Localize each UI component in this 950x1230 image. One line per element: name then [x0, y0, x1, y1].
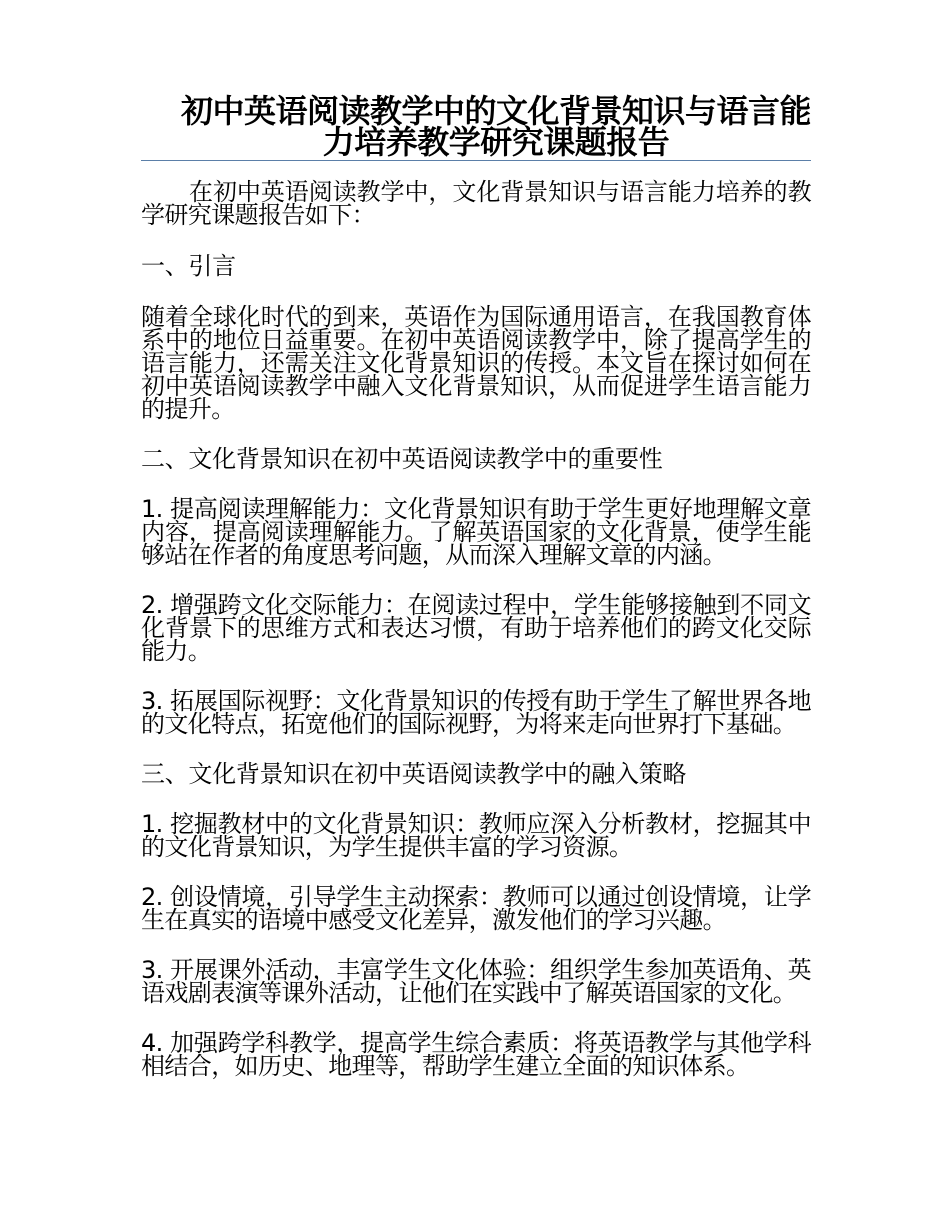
section-heading-importance: 二、文化背景知识在初中英语阅读教学中的重要性: [141, 445, 663, 473]
section-heading-introduction: 一、引言: [141, 252, 236, 280]
intro-paragraph: 在初中英语阅读教学中，文化背景知识与语言能力培养的教学研究课题报告如下：: [141, 178, 811, 229]
importance-item: 3. 拓展国际视野：文化背景知识的传授有助于学生了解世界各地的文化特点，拓宽他们的国际视野，为将来走向世界打下基础。: [141, 687, 811, 738]
strategy-item: 2. 创设情境，引导学生主动探索：教师可以通过创设情境，让学生在真实的语境中感受文化差异，激发他们的学习兴趣。: [141, 883, 811, 934]
importance-item: 2. 增强跨文化交际能力：在阅读过程中，学生能够接触到不同文化背景下的思维方式和表达习惯，有助于培养他们的跨文化交际能力。: [141, 591, 811, 665]
document-title: 初中英语阅读教学中的文化背景知识与语言能力培养教学研究课题报告: [181, 92, 812, 161]
introduction-paragraph: 随着全球化时代的到来，英语作为国际通用语言，在我国教育体系中的地位日益重要。在初中英语阅读教学中，除了提高学生的语言能力，还需关注文化背景知识的传授。本文旨在探讨如何在初中英语阅读教学中融入文化背景知识，从而促进学生语言能力的提升。: [141, 303, 811, 423]
strategy-item: 3. 开展课外活动，丰富学生文化体验：组织学生参加英语角、英语戏剧表演等课外活动，让他们在实践中了解英语国家的文化。: [141, 956, 811, 1007]
document-page: [141, 92, 812, 1080]
strategy-item: 1. 挖掘教材中的文化背景知识：教师应深入分析教材，挖掘其中的文化背景知识，为学生提供丰富的学习资源。: [141, 810, 811, 861]
section-heading-strategies: 三、文化背景知识在初中英语阅读教学中的融入策略: [141, 760, 687, 788]
importance-item: 1. 提高阅读理解能力：文化背景知识有助于学生更好地理解文章内容，提高阅读理解能力。了解英语国家的文化背景，使学生能够站在作者的角度思考问题，从而深入理解文章的内涵。: [141, 495, 811, 569]
strategy-item: 4. 加强跨学科教学，提高学生综合素质：将英语教学与其他学科相结合，如历史、地理等，帮助学生建立全面的知识体系。: [141, 1029, 811, 1080]
